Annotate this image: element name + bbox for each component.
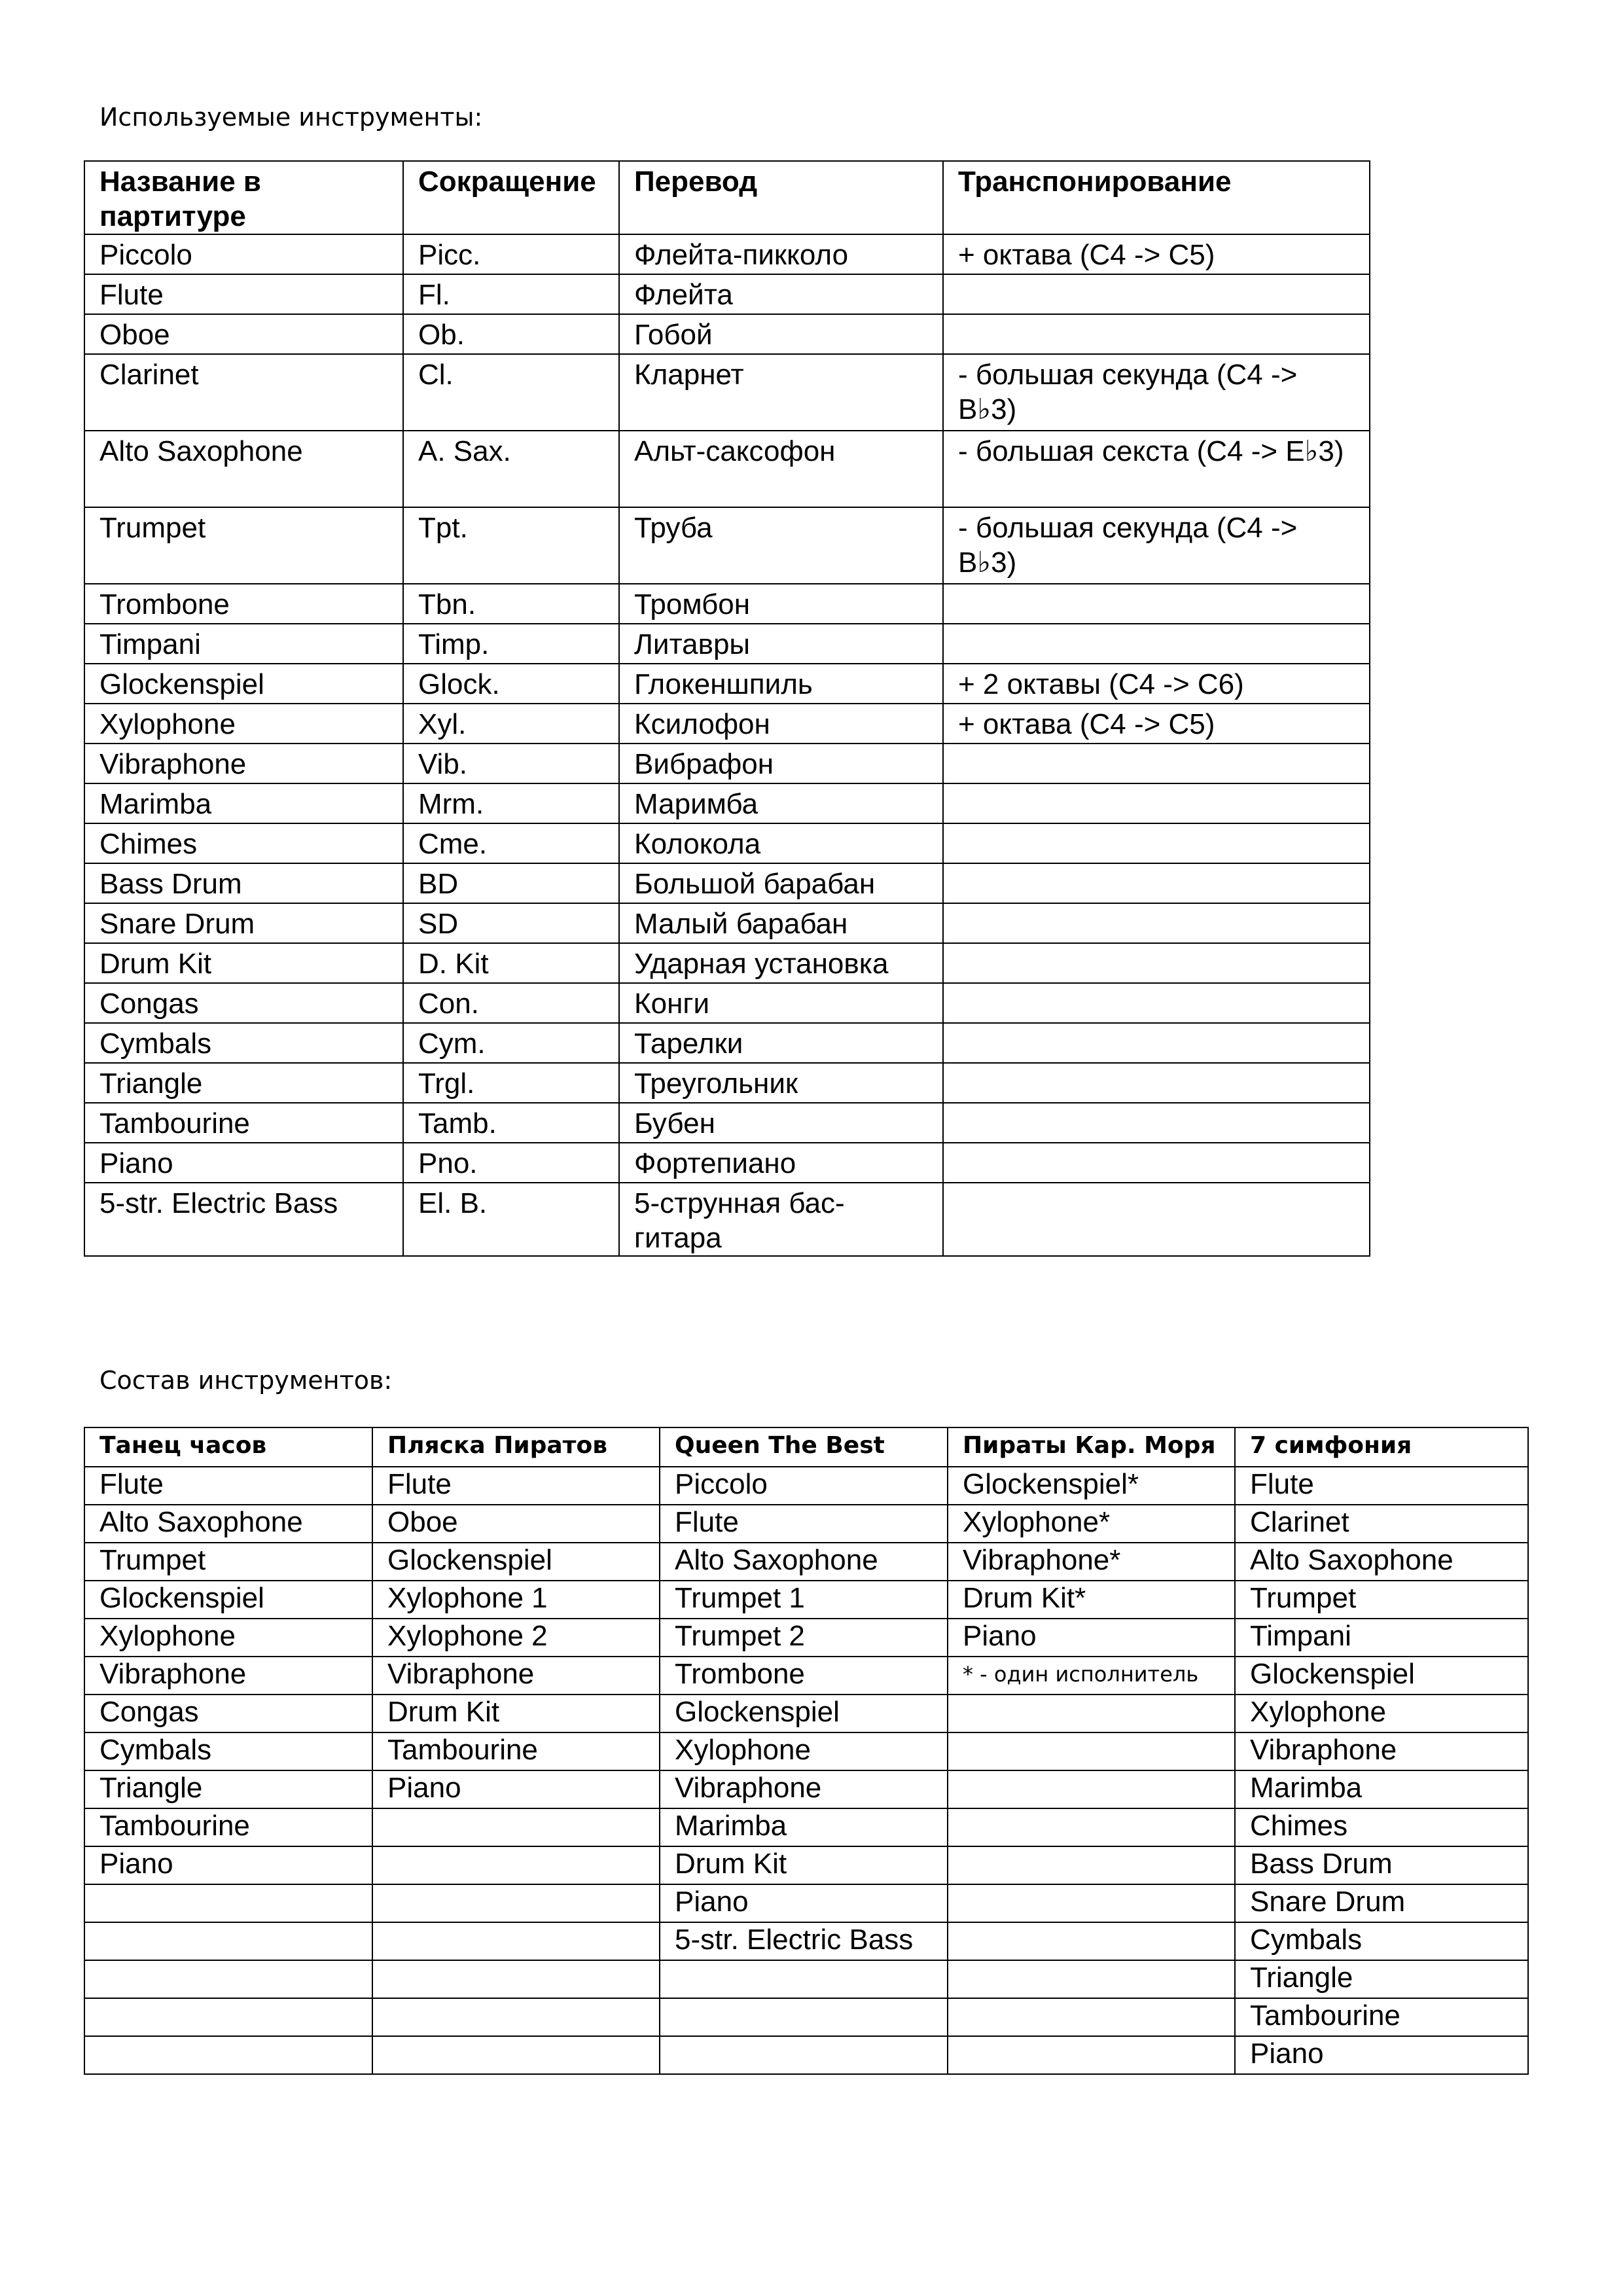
cell-translation: Ксилофон bbox=[619, 704, 943, 744]
table-row bbox=[84, 943, 1370, 983]
ensemble-cell: Glockenspiel bbox=[84, 1581, 372, 1619]
header-transposition: Транспонирование bbox=[943, 161, 1370, 234]
table-row bbox=[84, 1505, 1528, 1543]
ensemble-cell: Glockenspiel bbox=[660, 1695, 948, 1732]
instruments-table bbox=[84, 160, 1370, 1257]
table-row bbox=[84, 1619, 1528, 1657]
cell-transposition bbox=[943, 1143, 1370, 1183]
ensemble-cell: Vibraphone* bbox=[948, 1543, 1235, 1581]
ensemble-cell bbox=[948, 1998, 1235, 2036]
header-piece-1: Танец часов bbox=[84, 1427, 372, 1467]
ensemble-cell bbox=[660, 1960, 948, 1998]
table-row bbox=[84, 823, 1370, 863]
table-row bbox=[84, 783, 1370, 823]
ensemble-cell: Xylophone 1 bbox=[372, 1581, 660, 1619]
ensemble-cell: Flute bbox=[1235, 1467, 1528, 1505]
ensemble-cell bbox=[660, 1998, 948, 2036]
ensemble-cell bbox=[372, 1884, 660, 1922]
cell-score-name: Alto Saxophone bbox=[84, 431, 403, 507]
ensemble-cell: Piano bbox=[948, 1619, 1235, 1657]
table-row bbox=[84, 1103, 1370, 1143]
ensemble-cell: Xylophone* bbox=[948, 1505, 1235, 1543]
header-translation: Перевод bbox=[619, 161, 943, 234]
table-row bbox=[84, 234, 1370, 274]
ensemble-cell: Vibraphone bbox=[84, 1657, 372, 1695]
ensemble-cell: Tambourine bbox=[1235, 1998, 1528, 2036]
cell-abbreviation: Mrm. bbox=[403, 783, 619, 823]
cell-transposition: + октава (C4 -> C5) bbox=[943, 704, 1370, 744]
cell-abbreviation: Timp. bbox=[403, 624, 619, 664]
ensemble-cell: Drum Kit bbox=[660, 1846, 948, 1884]
cell-translation: 5-струнная бас-гитара bbox=[619, 1183, 943, 1256]
cell-abbreviation: Tamb. bbox=[403, 1103, 619, 1143]
ensemble-cell: Xylophone bbox=[84, 1619, 372, 1657]
ensemble-cell: Oboe bbox=[372, 1505, 660, 1543]
cell-abbreviation: Cl. bbox=[403, 354, 619, 431]
cell-score-name: Timpani bbox=[84, 624, 403, 664]
cell-transposition bbox=[943, 624, 1370, 664]
cell-transposition bbox=[943, 863, 1370, 903]
table-row bbox=[84, 744, 1370, 783]
ensemble-cell bbox=[84, 1922, 372, 1960]
table-row bbox=[84, 1884, 1528, 1922]
table-row bbox=[84, 704, 1370, 744]
cell-transposition bbox=[943, 943, 1370, 983]
cell-abbreviation: Con. bbox=[403, 983, 619, 1023]
cell-translation: Бубен bbox=[619, 1103, 943, 1143]
cell-abbreviation: BD bbox=[403, 863, 619, 903]
ensemble-cell: Alto Saxophone bbox=[660, 1543, 948, 1581]
cell-translation: Большой барабан bbox=[619, 863, 943, 903]
ensemble-cell: Triangle bbox=[1235, 1960, 1528, 1998]
cell-abbreviation: SD bbox=[403, 903, 619, 943]
table-row bbox=[84, 2036, 1528, 2074]
table-row bbox=[84, 354, 1370, 431]
ensemble-cell: Glockenspiel bbox=[372, 1543, 660, 1581]
ensemble-cell: Xylophone 2 bbox=[372, 1619, 660, 1657]
ensemble-cell: Piano bbox=[1235, 2036, 1528, 2074]
cell-transposition: - большая секунда (C4 -> B♭3) bbox=[943, 354, 1370, 431]
table-row bbox=[84, 983, 1370, 1023]
ensemble-cell: Marimba bbox=[660, 1808, 948, 1846]
ensemble-cell: Timpani bbox=[1235, 1619, 1528, 1657]
header-piece-4: Пираты Кар. Моря bbox=[948, 1427, 1235, 1467]
cell-transposition bbox=[943, 983, 1370, 1023]
table-row bbox=[84, 1732, 1528, 1770]
ensemble-cell: Flute bbox=[84, 1467, 372, 1505]
ensemble-cell bbox=[372, 1998, 660, 2036]
ensemble-cell bbox=[948, 2036, 1235, 2074]
table-row bbox=[84, 863, 1370, 903]
header-abbreviation: Сокращение bbox=[403, 161, 619, 234]
cell-score-name: Congas bbox=[84, 983, 403, 1023]
ensemble-cell: Vibraphone bbox=[1235, 1732, 1528, 1770]
cell-score-name: Glockenspiel bbox=[84, 664, 403, 704]
ensemble-cell: Tambourine bbox=[84, 1808, 372, 1846]
cell-abbreviation: Tbn. bbox=[403, 584, 619, 624]
ensemble-cell bbox=[84, 1960, 372, 1998]
ensemble-cell: Flute bbox=[660, 1505, 948, 1543]
ensemble-table-body bbox=[84, 1467, 1528, 2074]
cell-abbreviation: Ob. bbox=[403, 314, 619, 354]
ensemble-cell: Trombone bbox=[660, 1657, 948, 1695]
table-row bbox=[84, 1467, 1528, 1505]
ensemble-cell bbox=[948, 1884, 1235, 1922]
table-row bbox=[84, 1922, 1528, 1960]
table-row bbox=[84, 1846, 1528, 1884]
table-row bbox=[84, 1143, 1370, 1183]
cell-score-name: Piccolo bbox=[84, 234, 403, 274]
table-row bbox=[84, 431, 1370, 507]
ensemble-cell bbox=[84, 2036, 372, 2074]
table-row bbox=[84, 1581, 1528, 1619]
cell-translation: Тромбон bbox=[619, 584, 943, 624]
cell-score-name: Tambourine bbox=[84, 1103, 403, 1143]
cell-score-name: Triangle bbox=[84, 1063, 403, 1103]
cell-abbreviation: D. Kit bbox=[403, 943, 619, 983]
ensemble-cell: Piccolo bbox=[660, 1467, 948, 1505]
cell-transposition bbox=[943, 1063, 1370, 1103]
ensemble-cell bbox=[372, 2036, 660, 2074]
ensemble-cell: Drum Kit bbox=[372, 1695, 660, 1732]
cell-transposition bbox=[943, 903, 1370, 943]
table-row bbox=[84, 1543, 1528, 1581]
cell-translation: Кларнет bbox=[619, 354, 943, 431]
ensemble-cell bbox=[948, 1695, 1235, 1732]
table-row bbox=[84, 1063, 1370, 1103]
cell-translation: Глокеншпиль bbox=[619, 664, 943, 704]
footnote-cell: * - один исполнитель bbox=[948, 1657, 1235, 1695]
cell-score-name: Clarinet bbox=[84, 354, 403, 431]
cell-score-name: Bass Drum bbox=[84, 863, 403, 903]
ensemble-cell bbox=[84, 1998, 372, 2036]
table-row bbox=[84, 314, 1370, 354]
table-row bbox=[84, 274, 1370, 314]
table-row bbox=[84, 903, 1370, 943]
cell-translation: Маримба bbox=[619, 783, 943, 823]
ensemble-heading: Состав инструментов: bbox=[99, 1366, 393, 1395]
cell-transposition bbox=[943, 314, 1370, 354]
cell-abbreviation: Cym. bbox=[403, 1023, 619, 1063]
ensemble-cell: Piano bbox=[372, 1770, 660, 1808]
cell-score-name: Drum Kit bbox=[84, 943, 403, 983]
ensemble-cell: Marimba bbox=[1235, 1770, 1528, 1808]
cell-translation: Ударная установка bbox=[619, 943, 943, 983]
table-row bbox=[84, 584, 1370, 624]
cell-translation: Флейта bbox=[619, 274, 943, 314]
cell-abbreviation: Picc. bbox=[403, 234, 619, 274]
cell-transposition bbox=[943, 584, 1370, 624]
ensemble-cell: Trumpet bbox=[1235, 1581, 1528, 1619]
ensemble-cell: Drum Kit* bbox=[948, 1581, 1235, 1619]
table-row bbox=[84, 1770, 1528, 1808]
cell-abbreviation: Glock. bbox=[403, 664, 619, 704]
ensemble-cell bbox=[372, 1846, 660, 1884]
cell-transposition bbox=[943, 823, 1370, 863]
ensemble-header-row bbox=[84, 1427, 1528, 1467]
cell-translation: Альт-саксофон bbox=[619, 431, 943, 507]
cell-translation: Треугольник bbox=[619, 1063, 943, 1103]
ensemble-cell: Triangle bbox=[84, 1770, 372, 1808]
ensemble-cell: Glockenspiel* bbox=[948, 1467, 1235, 1505]
cell-score-name: Flute bbox=[84, 274, 403, 314]
table-row bbox=[84, 1183, 1370, 1256]
cell-transposition bbox=[943, 1183, 1370, 1256]
ensemble-cell: Trumpet 1 bbox=[660, 1581, 948, 1619]
ensemble-cell: Xylophone bbox=[660, 1732, 948, 1770]
cell-abbreviation: Pno. bbox=[403, 1143, 619, 1183]
table-row bbox=[84, 664, 1370, 704]
ensemble-cell: Flute bbox=[372, 1467, 660, 1505]
cell-translation: Фортепиано bbox=[619, 1143, 943, 1183]
cell-score-name: Oboe bbox=[84, 314, 403, 354]
ensemble-cell: 5-str. Electric Bass bbox=[660, 1922, 948, 1960]
cell-score-name: Snare Drum bbox=[84, 903, 403, 943]
ensemble-cell: Piano bbox=[84, 1846, 372, 1884]
cell-translation: Вибрафон bbox=[619, 744, 943, 783]
cell-transposition bbox=[943, 744, 1370, 783]
cell-score-name: Vibraphone bbox=[84, 744, 403, 783]
ensemble-cell: Trumpet bbox=[84, 1543, 372, 1581]
ensemble-cell bbox=[660, 2036, 948, 2074]
cell-score-name: Trumpet bbox=[84, 507, 403, 584]
ensemble-cell: Vibraphone bbox=[660, 1770, 948, 1808]
table-row bbox=[84, 1023, 1370, 1063]
ensemble-cell bbox=[372, 1808, 660, 1846]
cell-abbreviation: Vib. bbox=[403, 744, 619, 783]
ensemble-cell bbox=[372, 1922, 660, 1960]
instruments-table-body bbox=[84, 234, 1370, 1256]
cell-abbreviation: El. B. bbox=[403, 1183, 619, 1256]
cell-score-name: Xylophone bbox=[84, 704, 403, 744]
cell-transposition: + октава (C4 -> C5) bbox=[943, 234, 1370, 274]
ensemble-cell: Snare Drum bbox=[1235, 1884, 1528, 1922]
cell-translation: Малый барабан bbox=[619, 903, 943, 943]
cell-score-name: Piano bbox=[84, 1143, 403, 1183]
ensemble-cell bbox=[948, 1770, 1235, 1808]
cell-score-name: Trombone bbox=[84, 584, 403, 624]
ensemble-cell bbox=[372, 1960, 660, 1998]
ensemble-cell: Alto Saxophone bbox=[84, 1505, 372, 1543]
table-row bbox=[84, 1808, 1528, 1846]
cell-transposition: + 2 октавы (C4 -> C6) bbox=[943, 664, 1370, 704]
cell-translation: Конги bbox=[619, 983, 943, 1023]
table-row bbox=[84, 1960, 1528, 1998]
header-piece-5: 7 симфония bbox=[1235, 1427, 1528, 1467]
cell-abbreviation: Fl. bbox=[403, 274, 619, 314]
ensemble-cell: Clarinet bbox=[1235, 1505, 1528, 1543]
ensemble-cell bbox=[948, 1846, 1235, 1884]
cell-abbreviation: Xyl. bbox=[403, 704, 619, 744]
cell-abbreviation: Cme. bbox=[403, 823, 619, 863]
ensemble-cell bbox=[948, 1960, 1235, 1998]
cell-transposition: - большая секунда (C4 -> B♭3) bbox=[943, 507, 1370, 584]
cell-translation: Труба bbox=[619, 507, 943, 584]
header-score-name: Название в партитуре bbox=[84, 161, 403, 234]
table-row bbox=[84, 507, 1370, 584]
header-piece-3: Queen The Best bbox=[660, 1427, 948, 1467]
table-row bbox=[84, 624, 1370, 664]
cell-score-name: 5-str. Electric Bass bbox=[84, 1183, 403, 1256]
ensemble-cell bbox=[948, 1808, 1235, 1846]
instruments-heading: Используемые инструменты: bbox=[99, 103, 483, 132]
ensemble-cell: Xylophone bbox=[1235, 1695, 1528, 1732]
cell-abbreviation: A. Sax. bbox=[403, 431, 619, 507]
cell-translation: Тарелки bbox=[619, 1023, 943, 1063]
cell-score-name: Marimba bbox=[84, 783, 403, 823]
ensemble-cell: Cymbals bbox=[84, 1732, 372, 1770]
cell-abbreviation: Tpt. bbox=[403, 507, 619, 584]
ensemble-cell: Vibraphone bbox=[372, 1657, 660, 1695]
ensemble-cell: Glockenspiel bbox=[1235, 1657, 1528, 1695]
ensemble-table bbox=[84, 1427, 1529, 2075]
ensemble-cell bbox=[948, 1732, 1235, 1770]
cell-transposition bbox=[943, 1103, 1370, 1143]
ensemble-cell: Piano bbox=[660, 1884, 948, 1922]
ensemble-cell: Congas bbox=[84, 1695, 372, 1732]
instruments-header-row bbox=[84, 161, 1370, 234]
ensemble-cell bbox=[948, 1922, 1235, 1960]
cell-abbreviation: Trgl. bbox=[403, 1063, 619, 1103]
cell-translation: Литавры bbox=[619, 624, 943, 664]
ensemble-cell: Bass Drum bbox=[1235, 1846, 1528, 1884]
cell-transposition bbox=[943, 783, 1370, 823]
header-piece-2: Пляска Пиратов bbox=[372, 1427, 660, 1467]
cell-translation: Флейта-пикколо bbox=[619, 234, 943, 274]
table-row bbox=[84, 1998, 1528, 2036]
ensemble-cell bbox=[84, 1884, 372, 1922]
ensemble-cell: Alto Saxophone bbox=[1235, 1543, 1528, 1581]
cell-translation: Колокола bbox=[619, 823, 943, 863]
cell-translation: Гобой bbox=[619, 314, 943, 354]
cell-transposition: - большая секста (C4 -> E♭3) bbox=[943, 431, 1370, 507]
cell-transposition bbox=[943, 1023, 1370, 1063]
ensemble-cell: Tambourine bbox=[372, 1732, 660, 1770]
cell-transposition bbox=[943, 274, 1370, 314]
ensemble-cell: Cymbals bbox=[1235, 1922, 1528, 1960]
table-row bbox=[84, 1695, 1528, 1732]
ensemble-cell: Trumpet 2 bbox=[660, 1619, 948, 1657]
table-row bbox=[84, 1657, 1528, 1695]
ensemble-cell: Chimes bbox=[1235, 1808, 1528, 1846]
cell-score-name: Chimes bbox=[84, 823, 403, 863]
cell-score-name: Cymbals bbox=[84, 1023, 403, 1063]
